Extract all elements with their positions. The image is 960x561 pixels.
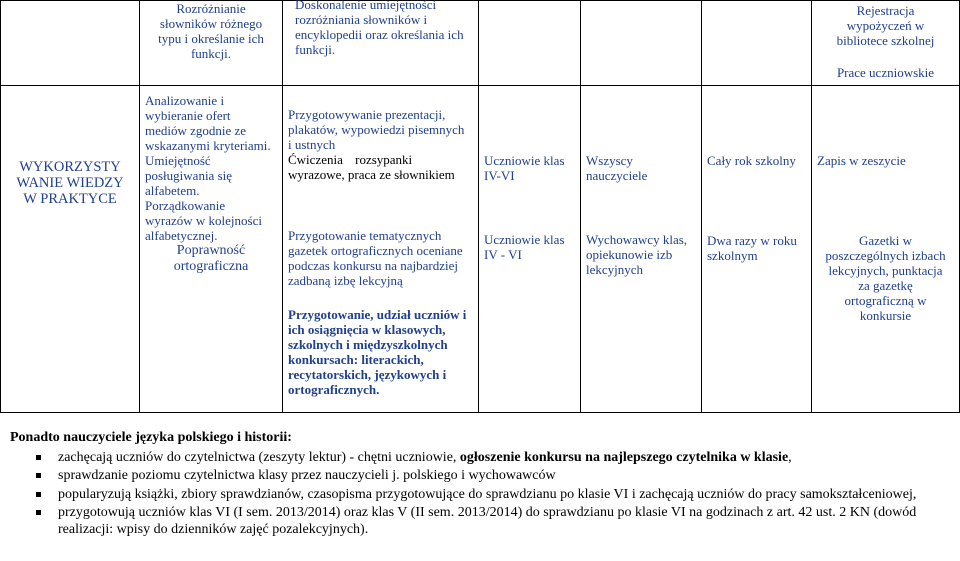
text-line: posługiwania się — [145, 168, 233, 183]
text-line: rozróżniania słowników i — [295, 12, 428, 27]
text-line: Zapis w zeszycie — [817, 153, 906, 168]
text-line: podczas konkursu na najbardziej — [288, 258, 459, 273]
text-line: Uczniowie klas — [484, 153, 565, 168]
text-run: zachęcają uczniów do czytelnictwa (zeszyty lektur) - chętni uczniowie, — [58, 449, 460, 465]
cell-top-responsible — [581, 1, 702, 86]
text-line: ich osiągnięcia w klasowych, — [288, 322, 446, 337]
skill-block — [145, 198, 277, 243]
text-line: wyrazów w kolejności — [145, 213, 262, 228]
text-line: Analizowanie i — [145, 93, 225, 108]
text-line: Rejestracja — [856, 3, 915, 18]
notes-section — [10, 430, 955, 540]
text-line: IV - VI — [484, 247, 522, 262]
text-line: funkcji. — [190, 46, 232, 61]
text-line: typu i określanie ich — [158, 31, 264, 46]
bullet-square-icon — [36, 455, 41, 460]
cell-top-skill — [140, 1, 283, 86]
text-run: popularyzują książki, zbiory sprawdzianów, czasopisma przygotowujące do sprawdzianu po klasie VI i zachęcają uczniów do pracy samokształceniowej, — [58, 486, 917, 502]
activity-block — [288, 307, 473, 397]
text-line: WYKORZYSTY — [19, 159, 121, 175]
skill-block — [145, 243, 277, 275]
text-run-bold: ogłoszenie konkursu na najlepszego czytelnika w klasie — [459, 449, 789, 465]
notes-list — [10, 450, 955, 539]
text-line: wyrazowe, praca ze słownikiem — [288, 167, 455, 182]
text-line: WANIE WIEDZY — [16, 175, 124, 191]
text-line: lekcyjnych — [586, 262, 644, 277]
text-run: sprawdzanie poziomu czytelnictwa klasy przez nauczycieli j. polskiego i wychowawców — [58, 468, 556, 483]
text-line: Wychowawcy klas, — [586, 232, 688, 247]
text-line: Porządkowanie — [145, 198, 226, 213]
cell-activities — [283, 86, 479, 413]
notes-heading: Ponadto nauczyciele języka polskiego i historii: — [10, 430, 292, 445]
text-line: recytatorskich, językowych i — [288, 367, 447, 382]
text-line: ortograficznych. — [288, 382, 380, 397]
text-line: bibliotece szkolnej — [836, 33, 935, 48]
text-line: Uczniowie klas — [484, 232, 565, 247]
text-line: konkursie — [859, 308, 912, 323]
text-line: szkolnym — [707, 248, 758, 263]
bullet-square-icon — [36, 473, 41, 478]
skill-block — [145, 153, 277, 198]
text-run: , — [788, 449, 792, 465]
text-line: opiekunowie izb — [586, 247, 673, 262]
list-item — [10, 468, 955, 485]
text-line: Przygotowanie, udział uczniów i — [288, 307, 467, 322]
text-line: Przygotowanie tematycznych — [288, 228, 442, 243]
list-item — [10, 487, 955, 504]
text-line: i ustnych — [288, 137, 336, 152]
cell-area — [1, 86, 140, 413]
text-line: Poprawność — [176, 243, 246, 258]
text-line: ortograficzną w — [844, 293, 927, 308]
text-line: ortograficzna — [173, 259, 249, 274]
activity-block — [288, 107, 473, 152]
text-line: Rozróżnianie — [176, 1, 246, 16]
cell-skills — [140, 86, 283, 413]
text-line: gazetek ortograficznych oceniane — [288, 243, 463, 258]
text-line: Cały rok szkolny — [707, 153, 796, 168]
text-line: Gazetki w — [858, 233, 913, 248]
text-run: przygotowują uczniów klas VI (I sem. 2013/2014) oraz klas V (II sem. 2013/2014) do sprawdzianu po klasie VI na godzinach z art. 42 ust. 2 KN (dowód realizacji: wpisy do dzienników zajęć pozalekcyjnych). — [58, 505, 917, 537]
cell-top-activity — [283, 1, 479, 86]
table-row-top — [1, 1, 960, 86]
text-line: Przygotowywanie prezentacji, — [288, 107, 446, 122]
list-item — [10, 450, 955, 467]
cell-evidence — [812, 86, 960, 413]
cell-top-timing — [702, 1, 812, 86]
text-line: alfabetem. — [145, 183, 200, 198]
text-line: wybieranie ofert — [145, 108, 231, 123]
text-line: encyklopedii oraz określania ich — [295, 27, 464, 42]
text-line: W PRAKTYCE — [23, 191, 117, 207]
text-line: Ćwiczenia rozsypanki — [288, 152, 413, 167]
text-line: Doskonalenie umiejętności — [295, 0, 437, 12]
bullet-square-icon — [36, 492, 41, 497]
cell-top-area — [1, 1, 140, 86]
cell-top-evidence — [812, 1, 960, 86]
text-line: poszczególnych izbach — [825, 248, 946, 263]
text-line: funkcji. — [295, 42, 336, 57]
text-line: lekcyjnych, punktacja — [828, 263, 943, 278]
text-line: IV-VI — [484, 168, 515, 183]
cell-timing — [702, 86, 812, 413]
skill-block — [145, 93, 277, 153]
cell-participants — [479, 86, 581, 413]
text-line: konkursach: literackich, — [288, 352, 424, 367]
text-line: Umiejętność — [145, 153, 211, 168]
text-line: szkolnych i międzyszkolnych — [288, 337, 448, 352]
list-item — [10, 505, 955, 538]
text-line: Dwa razy w roku — [707, 233, 797, 248]
text-line: Prace uczniowskie — [836, 65, 935, 80]
text-line: wypożyczeń w — [846, 18, 925, 33]
text-line: nauczyciele — [586, 168, 648, 183]
text-line: alfabetycznej. — [145, 228, 218, 243]
table-row-main — [1, 86, 960, 413]
text-line: słowników różnego — [159, 16, 263, 31]
cell-responsible — [581, 86, 702, 413]
activity-block — [288, 152, 473, 182]
bullet-square-icon — [36, 510, 41, 515]
text-line: mediów zgodnie ze — [145, 123, 247, 138]
cell-top-participants — [479, 1, 581, 86]
text-line: zadbaną izbę lekcyjną — [288, 273, 403, 288]
text-line: wskazanymi kryteriami. — [145, 138, 271, 153]
activity-block — [288, 228, 473, 288]
text-line: za gazetkę — [858, 278, 913, 293]
text-line: Wszyscy — [586, 153, 633, 168]
text-line: plakatów, wypowiedzi pisemnych — [288, 122, 465, 137]
